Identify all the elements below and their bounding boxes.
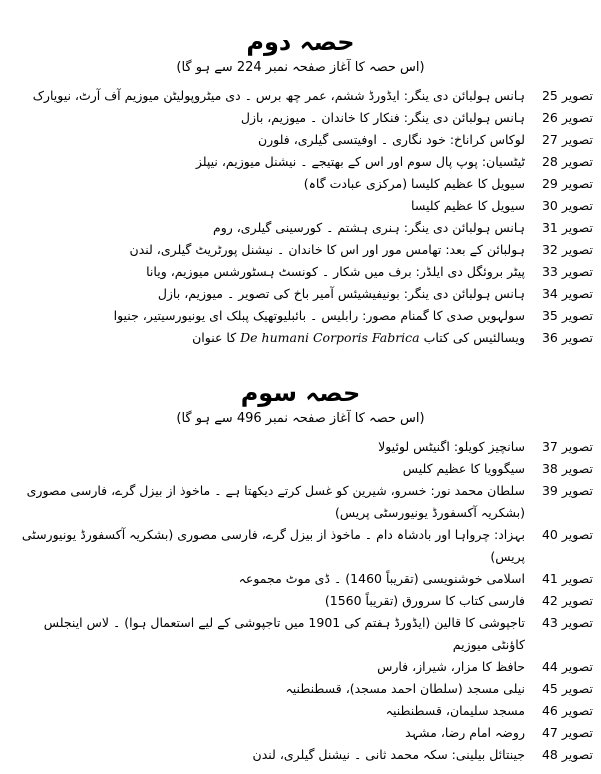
figure-item [8, 327, 593, 349]
figure-number-label: تصویر 45 [541, 681, 593, 696]
figure-number-label: تصویر 27 [541, 132, 593, 147]
figure-item [8, 305, 593, 327]
figure-caption: فارسی کتاب کا سرورق (تقریباً 1560) [324, 593, 525, 608]
figure-number-label: تصویر 47 [541, 725, 593, 740]
figure-item [8, 217, 593, 239]
figure-item [8, 129, 593, 151]
section-subtitle: (اس حصہ کا آغاز صفحہ نمبر 496 سے ہو گا) [176, 411, 425, 426]
figure-caption: سلطان محمد نور: خسرو، شیرین کو غسل کرتے دیکھتا ہے ۔ ماخوذ از بیزل گرے، فارسی مصوری (بشکریہ آکسفورڈ یونیورسٹی پریس) [26, 483, 525, 520]
figure-item [8, 744, 593, 766]
figure-number-label: تصویر 34 [541, 286, 593, 301]
figure-item [8, 590, 593, 612]
figure-caption: سیویل کا عظیم کلیسا [411, 198, 525, 213]
figure-number-label: تصویر 31 [541, 220, 593, 235]
figure-number-label: تصویر 40 [541, 527, 593, 542]
figure-number-label: تصویر 35 [541, 308, 593, 323]
figure-item [8, 700, 593, 722]
figure-item [8, 458, 593, 480]
figure-caption: سولہویں صدی کا گمنام مصور: رابلیس ۔ بائبلیوتھیک پبلک ای یونیورسیتیر، جنیوا [113, 308, 525, 323]
figure-caption: نیلی مسجد (سلطان احمد مسجد)، قسطنطنیہ [285, 681, 525, 696]
figure-number-label: تصویر 36 [541, 330, 593, 345]
figure-number-label: تصویر 33 [541, 264, 593, 279]
figure-caption: ہانس ہولبائن دی ینگر: بونیفیشیئس آمیر باخ کی تصویر ۔ میوزیم، بازل [157, 286, 525, 301]
figure-item [8, 524, 593, 568]
figure-number-label: تصویر 42 [541, 593, 593, 608]
figure-number-label: تصویر 46 [541, 703, 593, 718]
figure-caption: ہولبائن کے بعد: تھامس مور اور اس کا خاندان ۔ نیشنل پورٹریٹ گیلری، لندن [129, 242, 525, 257]
figure-number-label: تصویر 44 [541, 659, 593, 674]
figure-item [8, 85, 593, 107]
figure-caption: مسجد سلیمان، قسطنطنیہ [385, 703, 525, 718]
latin-book-title: De humani Corporis Fabrica [240, 330, 420, 345]
figure-item [8, 568, 593, 590]
figure-item [8, 283, 593, 305]
section-title: حصہ دوم [246, 28, 355, 56]
figure-item [8, 107, 593, 129]
figure-caption: روضہ امام رضا، مشہد [405, 725, 525, 740]
figure-item [8, 173, 593, 195]
section-part-two [8, 28, 593, 349]
figure-number-label: تصویر 37 [541, 439, 593, 454]
figure-number-label: تصویر 28 [541, 154, 593, 169]
figure-item [8, 261, 593, 283]
figure-number-label: تصویر 41 [541, 571, 593, 586]
figure-caption: سانچیز کویلو: اگنیٹس لوئیولا [378, 439, 525, 454]
section-subtitle: (اس حصہ کا آغاز صفحہ نمبر 224 سے ہو گا) [176, 60, 425, 75]
figure-caption: حافظ کا مزار، شیراز، فارس [377, 659, 525, 674]
figure-caption: بہزاد: چرواہا اور بادشاہ دام ۔ ماخوذ از بیزل گرے، فارسی مصوری (بشکریہ آکسفورڈ یونیورسٹی پریس) [21, 527, 525, 564]
figure-number-label: تصویر 25 [541, 88, 593, 103]
figure-caption: لوکاس کراناخ: خود نگاری ۔ اوفیتسی گیلری، فلورن [257, 132, 525, 147]
figure-caption: اسلامی خوشنویسی (تقریباً 1460) ۔ ڈی موٹ مجموعہ [238, 571, 525, 586]
figure-number-label: تصویر 32 [541, 242, 593, 257]
figure-list [8, 436, 593, 766]
figure-number-label: تصویر 39 [541, 483, 593, 498]
figure-item [8, 656, 593, 678]
section-title: حصہ سوم [240, 379, 361, 407]
figure-number-label: تصویر 30 [541, 198, 593, 213]
figure-caption: پیٹر بروئگل دی ایلڈر: برف میں شکار ۔ کونسٹ ہسٹورشس میوزیم، ویانا [146, 264, 525, 279]
figure-number-label: تصویر 29 [541, 176, 593, 191]
figure-item [8, 480, 593, 524]
section-part-three [8, 379, 593, 766]
figure-item [8, 612, 593, 656]
figure-item [8, 239, 593, 261]
figure-item [8, 722, 593, 744]
figure-caption: سیگوویا کا عظیم کلیس [402, 461, 525, 476]
figure-number-label: تصویر 43 [541, 615, 593, 630]
figure-number-label: تصویر 38 [541, 461, 593, 476]
figure-caption: تاجپوشی کا قالین (ایڈورڈ ہفتم کی 1901 میں تاجپوشی کے لیے استعمال ہوا) ۔ لاس اینجلس کاؤنٹی میوزیم [43, 615, 525, 652]
figure-item [8, 195, 593, 217]
figure-caption: ویسالئیس کی کتاب De humani Corporis Fabrica کا عنوان [192, 330, 525, 345]
figure-number-label: تصویر 26 [541, 110, 593, 125]
figure-caption: ہانس ہولبائن دی ینگر: فنکار کا خاندان ۔ میوزیم، بازل [240, 110, 525, 125]
figure-caption: ہانس ہولبائن دی ینگر: ایڈورڈ ششم، عمر چھ برس ۔ دی میٹروپولیٹن میوزیم آف آرٹ، نیویارک [32, 88, 525, 103]
figure-caption: ہانس ہولبائن دی ینگر: ہنری ہشتم ۔ کورسینی گیلری، روم [212, 220, 525, 235]
figure-number-label: تصویر 48 [541, 747, 593, 762]
figure-caption: ٹیٹسیان: پوپ پال سوم اور اس کے بھتیجے ۔ نیشنل میوزیم، نیپلز [195, 154, 525, 169]
figure-item [8, 436, 593, 458]
figure-item [8, 151, 593, 173]
figure-caption: جینتائل بیلینی: سکہ محمد ثانی ۔ نیشنل گیلری، لندن [252, 747, 525, 762]
figure-item [8, 678, 593, 700]
figure-list [8, 85, 593, 349]
figure-caption: سیویل کا عظیم کلیسا (مرکزی عبادت گاہ) [303, 176, 525, 191]
